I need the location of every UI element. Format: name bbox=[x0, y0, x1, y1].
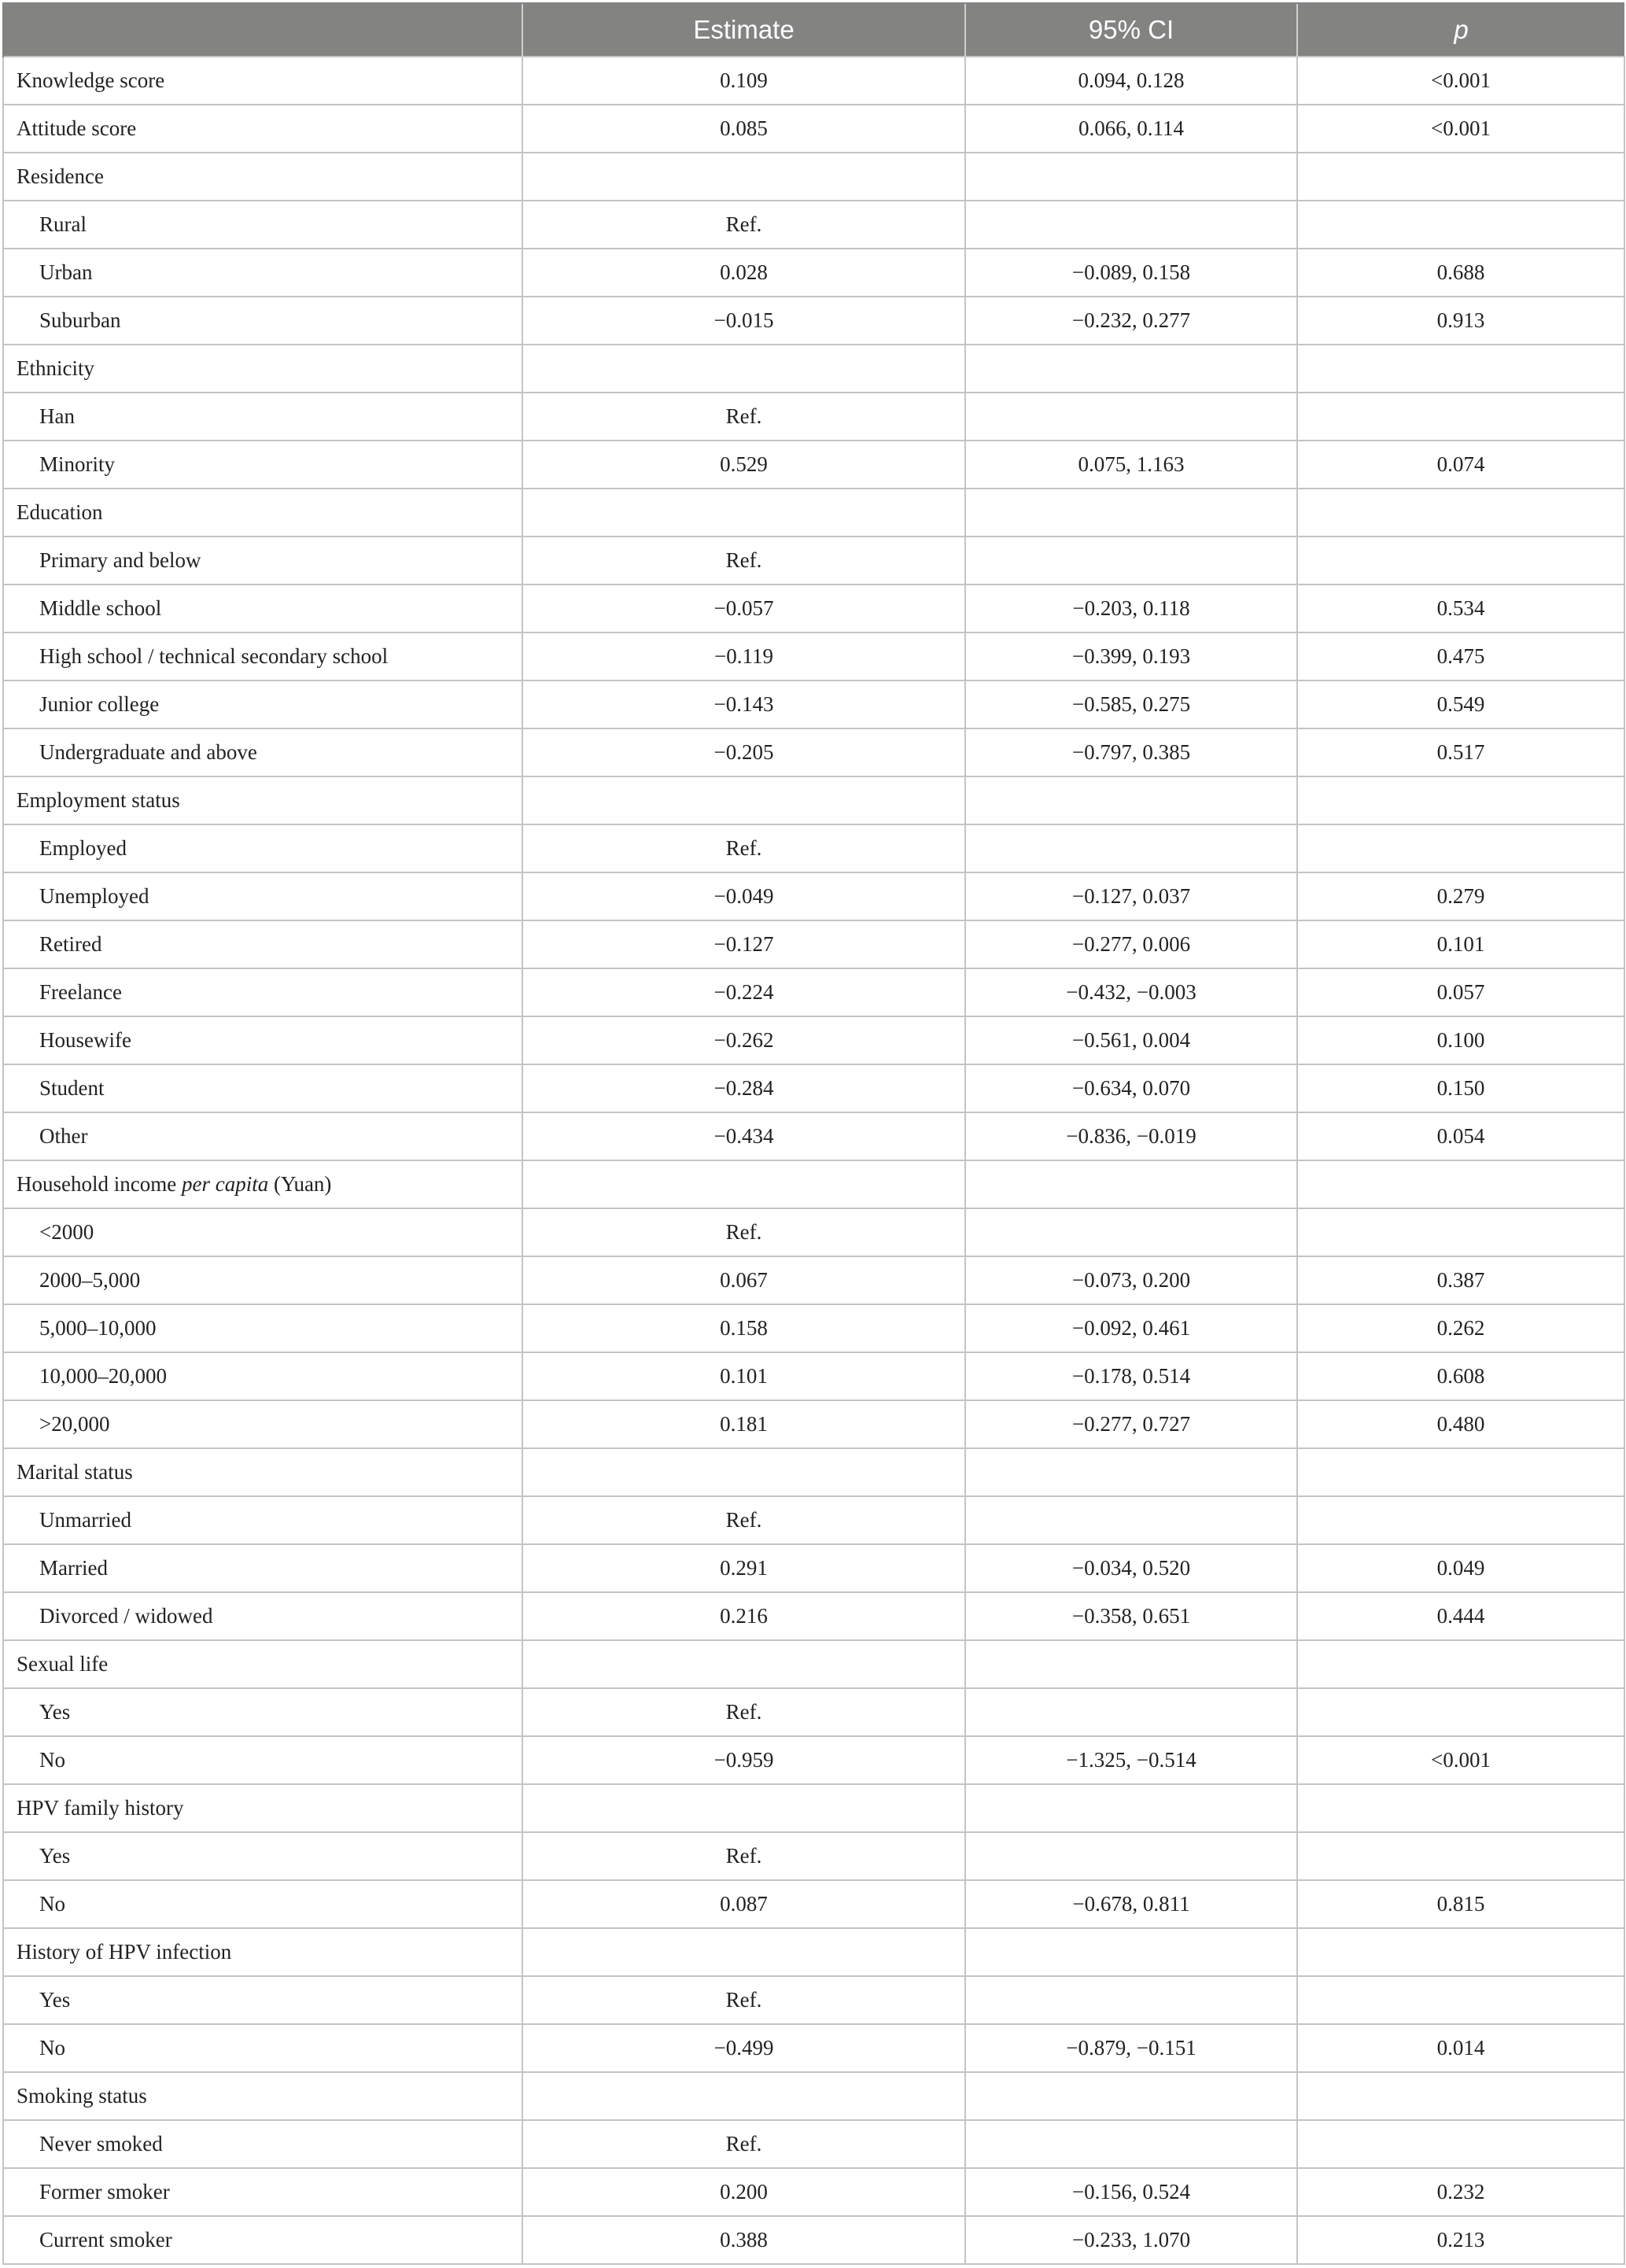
cell-p: 0.014 bbox=[1297, 2024, 1624, 2072]
row-label: Former smoker bbox=[3, 2168, 522, 2216]
row-label: Primary and below bbox=[3, 537, 522, 585]
row-label-text: Household income bbox=[17, 1172, 182, 1196]
cell-p: 0.279 bbox=[1297, 872, 1624, 920]
cell-p: 0.475 bbox=[1297, 632, 1624, 680]
cell-estimate: −0.959 bbox=[522, 1736, 965, 1784]
cell-ci bbox=[965, 1496, 1297, 1544]
row-label: Middle school bbox=[3, 585, 522, 632]
cell-p bbox=[1297, 1928, 1624, 1976]
row-label: Unmarried bbox=[3, 1496, 522, 1544]
row-label: Employed bbox=[3, 824, 522, 872]
cell-estimate: Ref. bbox=[522, 2120, 965, 2168]
table-row bbox=[3, 201, 1624, 249]
cell-estimate: 0.067 bbox=[522, 1256, 965, 1304]
table-row bbox=[3, 1016, 1624, 1064]
row-label: Suburban bbox=[3, 297, 522, 345]
table-row bbox=[3, 680, 1624, 728]
table-group-row bbox=[3, 1928, 1624, 1976]
cell-p: 0.913 bbox=[1297, 297, 1624, 345]
cell-p bbox=[1297, 776, 1624, 824]
row-label: Urban bbox=[3, 249, 522, 297]
cell-estimate bbox=[522, 1784, 965, 1832]
cell-ci bbox=[965, 1208, 1297, 1256]
table-row bbox=[3, 249, 1624, 297]
cell-estimate: 0.529 bbox=[522, 441, 965, 489]
cell-estimate: −0.434 bbox=[522, 1112, 965, 1160]
cell-p bbox=[1297, 489, 1624, 537]
table-group-row bbox=[3, 153, 1624, 201]
cell-ci bbox=[965, 1448, 1297, 1496]
table-row bbox=[3, 2120, 1624, 2168]
cell-ci bbox=[965, 1976, 1297, 2024]
cell-estimate: −0.127 bbox=[522, 920, 965, 968]
cell-estimate: Ref. bbox=[522, 201, 965, 249]
row-label: Divorced / widowed bbox=[3, 1592, 522, 1640]
cell-estimate: −0.205 bbox=[522, 728, 965, 776]
cell-p bbox=[1297, 1976, 1624, 2024]
row-label: 5,000–10,000 bbox=[3, 1304, 522, 1352]
cell-p bbox=[1297, 824, 1624, 872]
cell-ci: −0.399, 0.193 bbox=[965, 632, 1297, 680]
cell-ci: −0.358, 0.651 bbox=[965, 1592, 1297, 1640]
cell-estimate: 0.200 bbox=[522, 2168, 965, 2216]
table-group-row bbox=[3, 2072, 1624, 2120]
table-row bbox=[3, 1976, 1624, 2024]
row-label: Residence bbox=[3, 153, 522, 201]
row-label: Yes bbox=[3, 1976, 522, 2024]
cell-estimate bbox=[522, 153, 965, 201]
header-p: p bbox=[1297, 3, 1624, 57]
table-row bbox=[3, 872, 1624, 920]
row-label: Married bbox=[3, 1544, 522, 1592]
cell-estimate: 0.101 bbox=[522, 1352, 965, 1400]
cell-ci: −0.178, 0.514 bbox=[965, 1352, 1297, 1400]
row-label: Student bbox=[3, 1064, 522, 1112]
cell-p bbox=[1297, 1832, 1624, 1880]
cell-estimate bbox=[522, 1448, 965, 1496]
cell-ci bbox=[965, 1640, 1297, 1688]
row-label: Knowledge score bbox=[3, 57, 522, 105]
regression-results-table bbox=[2, 2, 1625, 2265]
cell-ci: −0.277, 0.727 bbox=[965, 1400, 1297, 1448]
cell-ci bbox=[965, 1688, 1297, 1736]
row-label: No bbox=[3, 1880, 522, 1928]
cell-p bbox=[1297, 537, 1624, 585]
cell-ci: 0.094, 0.128 bbox=[965, 57, 1297, 105]
cell-p bbox=[1297, 1448, 1624, 1496]
cell-p: 0.074 bbox=[1297, 441, 1624, 489]
row-label: 2000–5,000 bbox=[3, 1256, 522, 1304]
cell-p: 0.444 bbox=[1297, 1592, 1624, 1640]
table-group-row bbox=[3, 57, 1624, 105]
cell-p bbox=[1297, 2120, 1624, 2168]
table-group-row bbox=[3, 1160, 1624, 1208]
table-header bbox=[3, 3, 1624, 57]
cell-estimate: 0.109 bbox=[522, 57, 965, 105]
table-row bbox=[3, 1400, 1624, 1448]
row-label: History of HPV infection bbox=[3, 1928, 522, 1976]
cell-estimate: 0.087 bbox=[522, 1880, 965, 1928]
cell-p bbox=[1297, 201, 1624, 249]
cell-estimate: 0.291 bbox=[522, 1544, 965, 1592]
cell-ci: −0.156, 0.524 bbox=[965, 2168, 1297, 2216]
table-row bbox=[3, 1688, 1624, 1736]
cell-ci: −0.432, −0.003 bbox=[965, 968, 1297, 1016]
cell-estimate: −0.119 bbox=[522, 632, 965, 680]
cell-p: 0.101 bbox=[1297, 920, 1624, 968]
table-group-row bbox=[3, 1640, 1624, 1688]
cell-estimate: 0.028 bbox=[522, 249, 965, 297]
cell-ci bbox=[965, 153, 1297, 201]
cell-estimate: −0.057 bbox=[522, 585, 965, 632]
cell-p: <0.001 bbox=[1297, 105, 1624, 153]
cell-estimate: 0.181 bbox=[522, 1400, 965, 1448]
cell-p: 0.549 bbox=[1297, 680, 1624, 728]
cell-ci: −0.561, 0.004 bbox=[965, 1016, 1297, 1064]
cell-estimate: −0.262 bbox=[522, 1016, 965, 1064]
row-label: >20,000 bbox=[3, 1400, 522, 1448]
cell-estimate: −0.224 bbox=[522, 968, 965, 1016]
table-row bbox=[3, 1256, 1624, 1304]
row-label: Freelance bbox=[3, 968, 522, 1016]
cell-ci bbox=[965, 537, 1297, 585]
cell-p bbox=[1297, 1208, 1624, 1256]
cell-estimate: Ref. bbox=[522, 1976, 965, 2024]
cell-ci: −0.585, 0.275 bbox=[965, 680, 1297, 728]
row-label: Rural bbox=[3, 201, 522, 249]
row-label: High school / technical secondary school bbox=[3, 632, 522, 680]
table-row bbox=[3, 585, 1624, 632]
cell-p: 0.232 bbox=[1297, 2168, 1624, 2216]
cell-estimate: Ref. bbox=[522, 1832, 965, 1880]
cell-p bbox=[1297, 1496, 1624, 1544]
cell-ci: −0.678, 0.811 bbox=[965, 1880, 1297, 1928]
table-row bbox=[3, 1544, 1624, 1592]
cell-ci bbox=[965, 345, 1297, 393]
cell-estimate bbox=[522, 776, 965, 824]
table-row bbox=[3, 1112, 1624, 1160]
table-group-row bbox=[3, 345, 1624, 393]
table-row bbox=[3, 393, 1624, 441]
cell-estimate bbox=[522, 2072, 965, 2120]
cell-estimate: 0.085 bbox=[522, 105, 965, 153]
cell-p bbox=[1297, 153, 1624, 201]
cell-estimate: Ref. bbox=[522, 1496, 965, 1544]
row-label: HPV family history bbox=[3, 1784, 522, 1832]
row-label: <2000 bbox=[3, 1208, 522, 1256]
cell-p: 0.688 bbox=[1297, 249, 1624, 297]
table-row bbox=[3, 2024, 1624, 2072]
row-label: Yes bbox=[3, 1832, 522, 1880]
cell-p bbox=[1297, 2072, 1624, 2120]
row-label: Employment status bbox=[3, 776, 522, 824]
table-row bbox=[3, 1592, 1624, 1640]
row-label: No bbox=[3, 1736, 522, 1784]
cell-ci: −0.836, −0.019 bbox=[965, 1112, 1297, 1160]
table-row bbox=[3, 297, 1624, 345]
cell-estimate bbox=[522, 1640, 965, 1688]
cell-ci: −0.797, 0.385 bbox=[965, 728, 1297, 776]
cell-ci bbox=[965, 1928, 1297, 1976]
cell-ci: −0.127, 0.037 bbox=[965, 872, 1297, 920]
row-label: Attitude score bbox=[3, 105, 522, 153]
table-row bbox=[3, 1880, 1624, 1928]
header-ci: 95% CI bbox=[965, 3, 1297, 57]
cell-ci: 0.075, 1.163 bbox=[965, 441, 1297, 489]
cell-p: 0.480 bbox=[1297, 1400, 1624, 1448]
cell-ci: −0.879, −0.151 bbox=[965, 2024, 1297, 2072]
row-label: Undergraduate and above bbox=[3, 728, 522, 776]
table-group-row bbox=[3, 1448, 1624, 1496]
regression-table-container bbox=[2, 2, 1624, 2265]
cell-ci: −0.089, 0.158 bbox=[965, 249, 1297, 297]
cell-estimate: Ref. bbox=[522, 393, 965, 441]
cell-p: 0.100 bbox=[1297, 1016, 1624, 1064]
row-label: 10,000–20,000 bbox=[3, 1352, 522, 1400]
cell-estimate bbox=[522, 489, 965, 537]
cell-estimate: 0.216 bbox=[522, 1592, 965, 1640]
cell-ci: −0.092, 0.461 bbox=[965, 1304, 1297, 1352]
table-row bbox=[3, 1304, 1624, 1352]
row-label: Junior college bbox=[3, 680, 522, 728]
cell-p: 0.534 bbox=[1297, 585, 1624, 632]
cell-estimate: 0.158 bbox=[522, 1304, 965, 1352]
row-label: Never smoked bbox=[3, 2120, 522, 2168]
cell-estimate: −0.284 bbox=[522, 1064, 965, 1112]
table-group-row bbox=[3, 776, 1624, 824]
cell-p: 0.262 bbox=[1297, 1304, 1624, 1352]
table-row bbox=[3, 968, 1624, 1016]
cell-estimate: −0.499 bbox=[522, 2024, 965, 2072]
cell-p: 0.150 bbox=[1297, 1064, 1624, 1112]
table-group-row bbox=[3, 489, 1624, 537]
table-row bbox=[3, 1832, 1624, 1880]
cell-ci bbox=[965, 201, 1297, 249]
table-row bbox=[3, 2168, 1624, 2216]
header-variable bbox=[3, 3, 522, 57]
cell-estimate: −0.015 bbox=[522, 297, 965, 345]
table-group-row bbox=[3, 105, 1624, 153]
row-label: Other bbox=[3, 1112, 522, 1160]
cell-estimate bbox=[522, 1928, 965, 1976]
cell-ci bbox=[965, 2120, 1297, 2168]
cell-ci bbox=[965, 489, 1297, 537]
row-label: Education bbox=[3, 489, 522, 537]
table-group-row bbox=[3, 1784, 1624, 1832]
table-body bbox=[3, 57, 1624, 2264]
cell-ci bbox=[965, 824, 1297, 872]
row-label bbox=[3, 1160, 522, 1208]
table-row bbox=[3, 2216, 1624, 2264]
cell-p bbox=[1297, 1784, 1624, 1832]
cell-p: <0.001 bbox=[1297, 57, 1624, 105]
cell-p: 0.815 bbox=[1297, 1880, 1624, 1928]
table-row bbox=[3, 441, 1624, 489]
cell-estimate: 0.388 bbox=[522, 2216, 965, 2264]
cell-ci: −0.203, 0.118 bbox=[965, 585, 1297, 632]
cell-p: 0.517 bbox=[1297, 728, 1624, 776]
cell-ci: −0.277, 0.006 bbox=[965, 920, 1297, 968]
row-label-italic: per capita bbox=[181, 1172, 269, 1196]
cell-ci bbox=[965, 776, 1297, 824]
row-label-suffix: (Yuan) bbox=[268, 1172, 332, 1196]
header-row bbox=[3, 3, 1624, 57]
row-label: Marital status bbox=[3, 1448, 522, 1496]
cell-ci: −0.034, 0.520 bbox=[965, 1544, 1297, 1592]
cell-ci: −0.634, 0.070 bbox=[965, 1064, 1297, 1112]
row-label: Smoking status bbox=[3, 2072, 522, 2120]
table-row bbox=[3, 728, 1624, 776]
table-row bbox=[3, 1496, 1624, 1544]
cell-p: 0.213 bbox=[1297, 2216, 1624, 2264]
cell-ci bbox=[965, 1832, 1297, 1880]
cell-p: 0.608 bbox=[1297, 1352, 1624, 1400]
row-label: Housewife bbox=[3, 1016, 522, 1064]
cell-p: 0.054 bbox=[1297, 1112, 1624, 1160]
cell-estimate: Ref. bbox=[522, 1688, 965, 1736]
cell-p: 0.049 bbox=[1297, 1544, 1624, 1592]
table-row bbox=[3, 1208, 1624, 1256]
cell-p bbox=[1297, 1688, 1624, 1736]
cell-estimate: Ref. bbox=[522, 1208, 965, 1256]
cell-estimate bbox=[522, 1160, 965, 1208]
cell-ci: −0.073, 0.200 bbox=[965, 1256, 1297, 1304]
table-row bbox=[3, 920, 1624, 968]
row-label: Current smoker bbox=[3, 2216, 522, 2264]
table-row bbox=[3, 632, 1624, 680]
cell-p: <0.001 bbox=[1297, 1736, 1624, 1784]
cell-estimate: Ref. bbox=[522, 537, 965, 585]
cell-ci: −0.233, 1.070 bbox=[965, 2216, 1297, 2264]
table-row bbox=[3, 1736, 1624, 1784]
cell-ci: −0.232, 0.277 bbox=[965, 297, 1297, 345]
cell-p: 0.057 bbox=[1297, 968, 1624, 1016]
cell-p bbox=[1297, 1160, 1624, 1208]
table-row bbox=[3, 537, 1624, 585]
cell-estimate bbox=[522, 345, 965, 393]
table-row bbox=[3, 1064, 1624, 1112]
table-row bbox=[3, 1352, 1624, 1400]
header-estimate: Estimate bbox=[522, 3, 965, 57]
cell-ci bbox=[965, 393, 1297, 441]
row-label: Minority bbox=[3, 441, 522, 489]
row-label: Yes bbox=[3, 1688, 522, 1736]
row-label: Sexual life bbox=[3, 1640, 522, 1688]
row-label: Unemployed bbox=[3, 872, 522, 920]
cell-estimate: −0.049 bbox=[522, 872, 965, 920]
cell-ci: −1.325, −0.514 bbox=[965, 1736, 1297, 1784]
cell-estimate: Ref. bbox=[522, 824, 965, 872]
cell-ci: 0.066, 0.114 bbox=[965, 105, 1297, 153]
cell-ci bbox=[965, 2072, 1297, 2120]
table-row bbox=[3, 824, 1624, 872]
cell-p bbox=[1297, 1640, 1624, 1688]
row-label: Retired bbox=[3, 920, 522, 968]
row-label: Ethnicity bbox=[3, 345, 522, 393]
cell-ci bbox=[965, 1160, 1297, 1208]
cell-p: 0.387 bbox=[1297, 1256, 1624, 1304]
cell-ci bbox=[965, 1784, 1297, 1832]
row-label: Han bbox=[3, 393, 522, 441]
row-label: No bbox=[3, 2024, 522, 2072]
cell-p bbox=[1297, 345, 1624, 393]
cell-p bbox=[1297, 393, 1624, 441]
cell-estimate: −0.143 bbox=[522, 680, 965, 728]
